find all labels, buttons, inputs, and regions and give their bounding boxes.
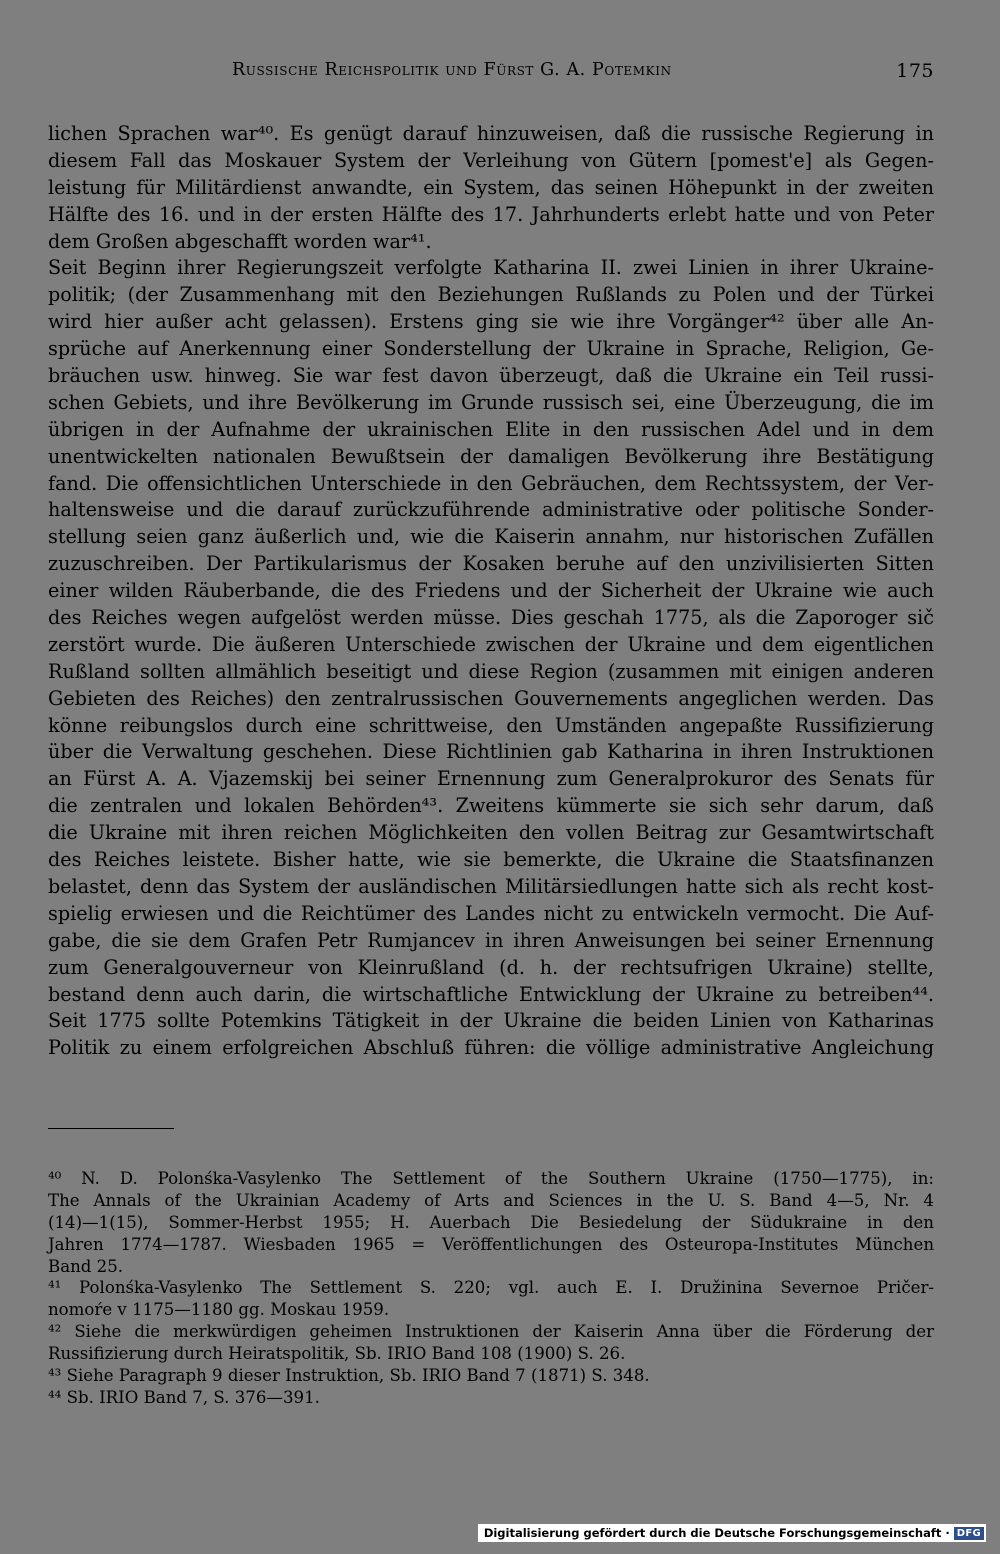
- body-line: an Fürst A. A. Vjazemskij bei seiner Ernennung zum Generalprokuror des Senats für: [48, 767, 934, 791]
- body-line: zum Generalgouverneur von Kleinrußland (d. h. der rechtsufrigen Ukraine) stellte,: [48, 955, 934, 979]
- body-line: unentwickelten nationalen Bewußtsein der damaligen Bevölkerung ihre Bestätigung: [48, 444, 934, 468]
- body-line: schen Gebiets, und ihre Bevölkerung im Grunde russisch sei, eine Überzeugung, die im: [48, 390, 934, 414]
- footnote-line: Jahren 1774—1787. Wiesbaden 1965 = Veröffentlichungen des Osteuropa-Institutes München: [48, 1234, 934, 1254]
- body-line: einer wilden Räuberbande, die des Friedens und der Sicherheit der Ukraine wie auch: [48, 579, 934, 603]
- body-line: gabe, die sie dem Grafen Petr Rumjancev in ihren Anweisungen bei seiner Ernennung: [48, 928, 934, 952]
- footnote-line: nomoŕe v 1175—1180 gg. Moskau 1959.: [48, 1300, 390, 1320]
- body-line: die zentralen und lokalen Behörden⁴³. Zweitens kümmerte sie sich sehr darum, daß: [48, 794, 934, 818]
- body-line: die Ukraine mit ihren reichen Möglichkeiten den vollen Beitrag zur Gesamtwirtschaft: [48, 821, 934, 845]
- body-line: wird hier außer acht gelassen). Erstens ging sie wie ihre Vorgänger⁴² über alle An-: [48, 310, 934, 334]
- body-line: des Reiches wegen aufgelöst werden müsse. Dies geschah 1775, als die Zaporoger sič: [48, 606, 934, 630]
- body-line: Politik zu einem erfolgreichen Abschluß führen: die völlige administrative Angleichung: [48, 1036, 934, 1060]
- footnote-line: ⁴³ Siehe Paragraph 9 dieser Instruktion, Sb. IRIO Band 7 (1871) S. 348.: [48, 1366, 650, 1386]
- body-line: diesem Fall das Moskauer System der Verleihung von Gütern [pomest'e] als Gegen-: [48, 148, 934, 172]
- footnote-line: ⁴⁴ Sb. IRIO Band 7, S. 376—391.: [48, 1387, 320, 1407]
- body-line: des Reiches leistete. Bisher hatte, wie sie bemerkte, die Ukraine die Staatsfinanzen: [48, 848, 934, 872]
- dfg-logo-icon: DFG: [954, 1527, 984, 1540]
- footnote-divider: [48, 1128, 174, 1129]
- footnote-line: Band 25.: [48, 1256, 124, 1276]
- body-line: Rußland sollten allmählich beseitigt und diese Region (zusammen mit einigen anderen: [48, 659, 934, 683]
- body-line: fand. Die offensichtlichen Unterschiede in den Gebräuchen, dem Rechtssystem, der Ver-: [48, 471, 934, 495]
- page-header: [48, 60, 934, 90]
- body-line: bestand denn auch darin, die wirtschaftliche Entwicklung der Ukraine zu betreiben⁴⁴.: [48, 982, 934, 1006]
- body-line: dem Großen abgeschafft worden war⁴¹.: [48, 229, 432, 253]
- footnote-line: ⁴¹ Polonśka-Vasylenko The Settlement S. 220; vgl. auch E. I. Družinina Severnoe Pričer-: [48, 1278, 934, 1298]
- footnote-line: ⁴⁰ N. D. Polonśka-Vasylenko The Settlement of the Southern Ukraine (1750—1775), in:: [48, 1169, 934, 1188]
- body-line: Gebieten des Reiches) den zentralrussischen Gouvernements angeglichen werden. Das: [48, 686, 934, 710]
- body-line: Hälfte des 16. und in der ersten Hälfte des 17. Jahrhunderts erlebt hatte und von Peter: [48, 202, 934, 226]
- footnote-line: ⁴² Siehe die merkwürdigen geheimen Instruktionen der Kaiserin Anna über die Förderung der: [48, 1322, 934, 1342]
- body-line: haltensweise und die darauf zurückzuführende administrative oder politische Sonder-: [48, 498, 934, 522]
- body-line: zerstört wurde. Die äußeren Unterschiede zwischen der Ukraine und dem eigentlichen: [48, 632, 934, 656]
- body-line: bräuchen usw. hinweg. Sie war fest davon überzeugt, daß die Ukraine ein Teil russi-: [48, 364, 934, 388]
- digitization-credit: [478, 1524, 986, 1542]
- body-line: politik; (der Zusammenhang mit den Beziehungen Rußlands zu Polen und der Türkei: [48, 283, 934, 307]
- body-line: spielig erwiesen und die Reichtümer des Landes nicht zu entwickeln vermocht. Die Auf-: [48, 901, 934, 925]
- footnote-line: Russifizierung durch Heiratspolitik, Sb. IRIO Band 108 (1900) S. 26.: [48, 1344, 626, 1364]
- body-line: leistung für Militärdienst anwandte, ein System, das seinen Höhepunkt in der zweiten: [48, 175, 934, 199]
- body-line: Seit Beginn ihrer Regierungszeit verfolgte Katharina II. zwei Linien in ihrer Ukraine-: [48, 256, 934, 280]
- footnotes: [48, 1168, 934, 1409]
- body-line: übrigen in der Aufnahme der ukrainischen Elite in den russischen Adel und in dem: [48, 417, 934, 441]
- body-line: könne reibungslos durch eine schrittweise, den Umständen angepaßte Russifizierung: [48, 713, 934, 737]
- body-line: über die Verwaltung geschehen. Diese Richtlinien gab Katharina in ihren Instruktionen: [48, 740, 934, 764]
- footnote-line: (14)—1(15), Sommer-Herbst 1955; H. Auerbach Die Besiedelung der Südukraine in den: [48, 1212, 934, 1232]
- footnote-line: The Annals of the Ukrainian Academy of Arts and Sciences in the U. S. Band 4—5, Nr. 4: [48, 1190, 934, 1210]
- running-title: Russische Reichspolitik und Fürst G. A. Potemkin: [232, 60, 672, 80]
- body-line: belastet, denn das System der ausländischen Militärsiedlungen hatte sich als recht kost-: [48, 874, 934, 898]
- credit-text: Digitalisierung gefördert durch die Deutsche Forschungsgemeinschaft ·: [483, 1526, 950, 1540]
- body-line: zuzuschreiben. Der Partikularismus der Kosaken beruhe auf den unzivilisierten Sitten: [48, 552, 934, 576]
- body-text: [48, 121, 934, 1062]
- body-line: Seit 1775 sollte Potemkins Tätigkeit in der Ukraine die beiden Linien von Katharinas: [48, 1009, 934, 1033]
- body-line: stellung seien ganz äußerlich und, wie die Kaiserin annahm, nur historischen Zufällen: [48, 525, 934, 549]
- page-number: 175: [896, 60, 934, 82]
- body-line: sprüche auf Anerkennung einer Sonderstellung der Ukraine in Sprache, Religion, Ge-: [48, 337, 934, 361]
- body-line: lichen Sprachen war⁴⁰. Es genügt darauf hinzuweisen, daß die russische Regierung in: [48, 122, 934, 145]
